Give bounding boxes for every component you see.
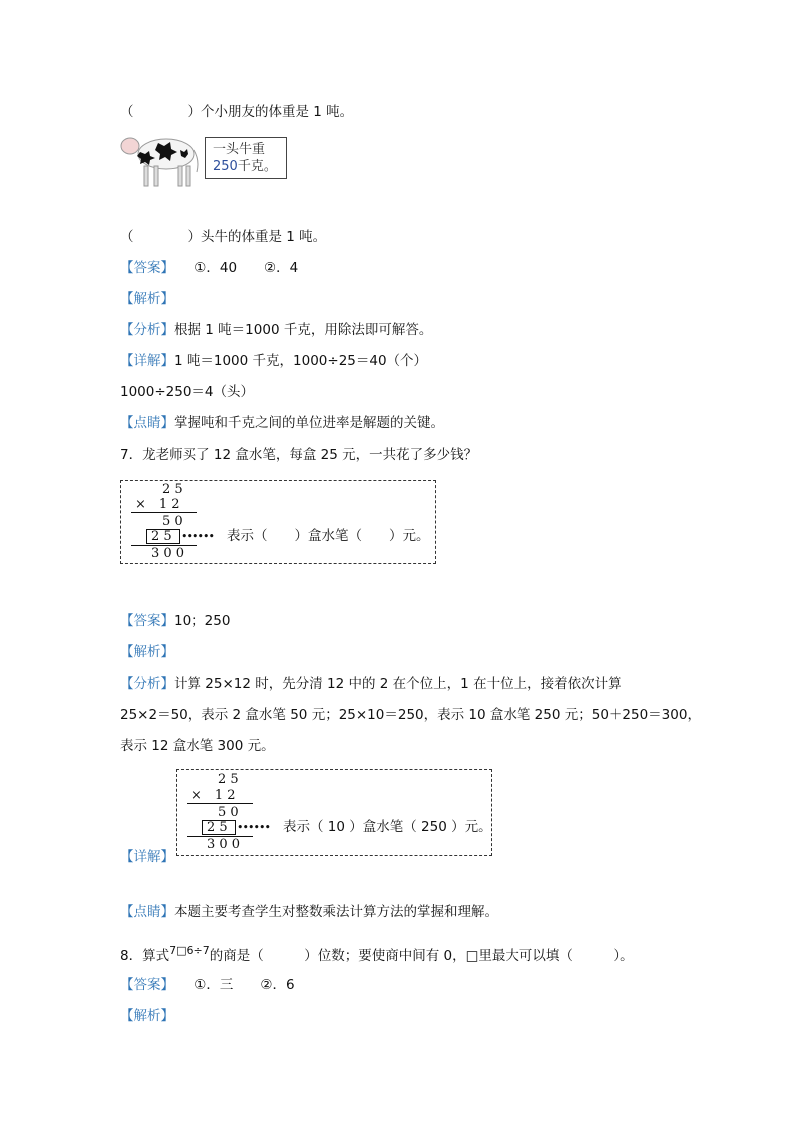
calc-partial-2: 2 5: [207, 820, 228, 835]
q6-analysis-label: 【解析】: [120, 291, 174, 307]
note-number: 250: [213, 159, 238, 174]
answer-label: 【答案】: [120, 977, 168, 993]
calc-multiplicand: 2 5: [218, 772, 239, 787]
calc-partial-2: 2 5: [151, 529, 172, 544]
calc-box-filled: [176, 769, 492, 856]
answer-label: 【答案】: [120, 613, 174, 629]
cow-weight-note: [205, 137, 287, 179]
fenxi-label: 【分析】: [120, 676, 174, 692]
q6-line2: （ ）头牛的体重是 1 吨。: [120, 229, 327, 245]
calc-multiplier: × 1 2: [191, 788, 236, 803]
q8-formula: 7□6÷7: [169, 944, 210, 957]
xiangjie-text: 1 吨＝1000 千克，1000÷25＝40（个）: [174, 353, 428, 369]
q8-prefix: 8．算式: [120, 948, 170, 964]
xiangjie-text-2: 1000÷250＝4（头）: [120, 384, 255, 400]
answer-text: ①．40 ②．4: [167, 260, 299, 276]
dianjing-label: 【点睛】: [120, 415, 174, 431]
fenxi-text: 根据 1 吨＝1000 千克，用除法即可解答。: [174, 322, 433, 338]
calc-explain: 表示（ 10 ）盒水笔（ 250 ）元。: [283, 819, 492, 835]
dianjing-text: 本题主要考查学生对整数乘法计算方法的掌握和理解。: [174, 904, 498, 920]
q6-line1: （ ）个小朋友的体重是 1 吨。: [120, 104, 354, 120]
dots: ••••••: [181, 530, 214, 543]
dianjing-text: 掌握吨和千克之间的单位进率是解题的关键。: [174, 415, 444, 431]
note-unit: 千克。: [237, 159, 277, 174]
note-line1: 一头牛重: [213, 142, 266, 157]
answer-text: ①．三 ②．6: [167, 977, 295, 993]
analysis-label: 【解析】: [120, 644, 174, 660]
calc-partial-1: 5 0: [162, 514, 183, 529]
fenxi-text-3: 表示 12 盒水笔 300 元。: [120, 738, 275, 754]
calc-partial-1: 5 0: [218, 805, 239, 820]
q8-question: [120, 942, 634, 965]
calc-multiplicand: 2 5: [162, 482, 183, 497]
dots: ••••••: [237, 821, 270, 834]
calc-multiplier: × 1 2: [135, 497, 180, 512]
analysis-label: 【解析】: [120, 1008, 174, 1024]
q8-suffix: 的商是（ ）位数；要使商中间有 0，□里最大可以填（ ）。: [209, 948, 634, 964]
calc-product: 3 0 0: [207, 837, 241, 852]
q6-answer: [120, 259, 298, 277]
dianjing-label: 【点睛】: [120, 904, 174, 920]
calc-explain: 表示（ ）盒水笔（ ）元。: [227, 528, 430, 544]
q7-question: 7．龙老师买了 12 盒水笔，每盒 25 元，一共花了多少钱？: [120, 447, 478, 463]
answer-text: 10；250: [174, 613, 231, 629]
calc-product: 3 0 0: [151, 546, 185, 561]
fenxi-text-2: 25×2＝50，表示 2 盒水笔 50 元；25×10＝250，表示 10 盒水笔 250 元；50＋250＝300，: [120, 707, 701, 723]
fenxi-label: 【分析】: [120, 322, 174, 338]
xiangjie-label: 【详解】: [120, 849, 174, 865]
answer-label: 【答案】: [120, 260, 168, 276]
xiangjie-label: 【详解】: [120, 353, 174, 369]
calc-box: [120, 480, 436, 564]
fenxi-text: 计算 25×12 时，先分清 12 中的 2 在个位上，1 在十位上，接着依次计算: [174, 676, 622, 692]
cow-image: [118, 128, 200, 190]
